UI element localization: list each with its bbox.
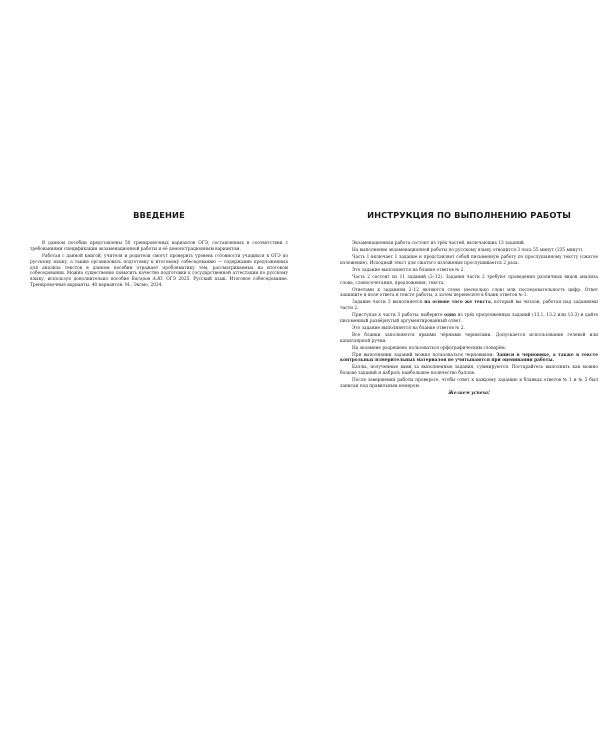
p8-text-a: Приступая к части 3 работы, выберите bbox=[352, 313, 445, 319]
introduction-paragraph-2 bbox=[30, 254, 288, 289]
p7-text-c: , который вы читали, работая над заданиями части 2. bbox=[340, 300, 598, 312]
introduction-section bbox=[30, 210, 288, 290]
instructions-paragraph-10: Все бланки заполняются яркими чёрными чернилами. Допускается использование гелевой или капиллярной ручки. bbox=[340, 332, 598, 344]
p12-text-a: При выполнении заданий можно пользоваться черновиком. bbox=[352, 352, 497, 358]
instructions-paragraph-12 bbox=[340, 353, 598, 365]
instructions-paragraph-5: Часть 2 состоит из 11 заданий (2–12). Задания части 2 требуют проведения различных видов анализа слова, словосочетания, предложения, текста. bbox=[340, 274, 598, 286]
p12-bold: Записи в черновике, а также в тексте контрольных измерительных материалов не учитываются при оценивании работы. bbox=[340, 352, 598, 364]
instructions-paragraph-8 bbox=[340, 313, 598, 325]
introduction-heading: ВВЕДЕНИЕ bbox=[133, 210, 185, 220]
instructions-paragraph-4: Это задание выполняется на бланке ответов № 2. bbox=[352, 267, 465, 273]
instructions-heading: ИНСТРУКЦИЯ ПО ВЫПОЛНЕНИЮ РАБОТЫ bbox=[367, 210, 571, 220]
author-name: Васоров А.Ю. bbox=[131, 277, 164, 283]
p7-bold: на основе того же текста bbox=[424, 300, 491, 306]
instructions-paragraph-2: На выполнение экзаменационной работы по русскому языку отводится 3 часа 55 минут (235 минут). bbox=[352, 247, 584, 253]
p8-text-c: из трёх предложенных заданий (13.1, 13.2 или 13.3) и дайте письменный развёрнутый аргументированный ответ. bbox=[340, 313, 598, 324]
instructions-paragraph-1: Экзаменационная работа состоит из трёх частей, включающих 13 заданий. bbox=[352, 241, 526, 246]
instructions-paragraph-11: На экзамене разрешено пользоваться орфографическим словарём. bbox=[352, 345, 507, 351]
instructions-paragraph-9: Это задание выполняется на бланке ответов № 2. bbox=[352, 325, 465, 331]
introduction-paragraph-2-text: Работая с данной книгой, учителя и родители смогут проверить уровень готовности учащихся к ОГЭ по русскому языку, а также организовать подготовку к итоговому собеседованию — содержание предложенных для анализа текстов в данном пособии отражает проблематику тем, рассматриваемых на итоговом собеседовании. Можно существенно повысить качество подготовки к государственной аттестации по русскому языку, используя дополнительно пособие bbox=[30, 254, 288, 283]
p8-bold: одно bbox=[444, 313, 456, 319]
p7-text-a: Задание части 3 выполняется bbox=[352, 300, 425, 306]
introduction-paragraph-1: В данном пособии представлены 50 тренировочных вариантов ОГЭ, составленных в соответствии с требованиями спецификации экзаменационной работы и её демонстрационным вариантом. bbox=[30, 241, 288, 252]
instructions-paragraph-3: Часть 1 включает 1 задание и представляет собой письменную работу по прослушанному тексту (сжатое изложение). Исходный текст для сжатого изложения прослушивается 2 раза. bbox=[340, 254, 598, 266]
introduction-paragraph-2-end: ОГЭ 2025. Русский язык. Итоговое собеседование. Тренировочные варианты. 40 вариантов. М.: Эксмо, 2024. bbox=[30, 277, 288, 289]
instructions-paragraph-6: Ответами к заданиям 2–12 являются слово (несколько слов) или последовательность цифр. Ответ запишите в поле ответа в тексте работы, а затем перенесите в бланк ответов № 1. bbox=[340, 287, 598, 299]
instructions-paragraph-13: Баллы, полученные вами за выполненные задания, суммируются. Постарайтесь выполнить как можно больше заданий и набрать наибольшее количество баллов. bbox=[340, 365, 598, 377]
good-luck-wish: Желаем успеха! bbox=[448, 390, 490, 396]
instructions-section bbox=[340, 210, 598, 397]
instructions-paragraph-7 bbox=[340, 300, 598, 312]
instructions-paragraph-14: После завершения работы проверьте, чтобы ответ к каждому заданию в бланках ответов № 1 и № 2 был записан под правильным номером. bbox=[340, 378, 598, 389]
